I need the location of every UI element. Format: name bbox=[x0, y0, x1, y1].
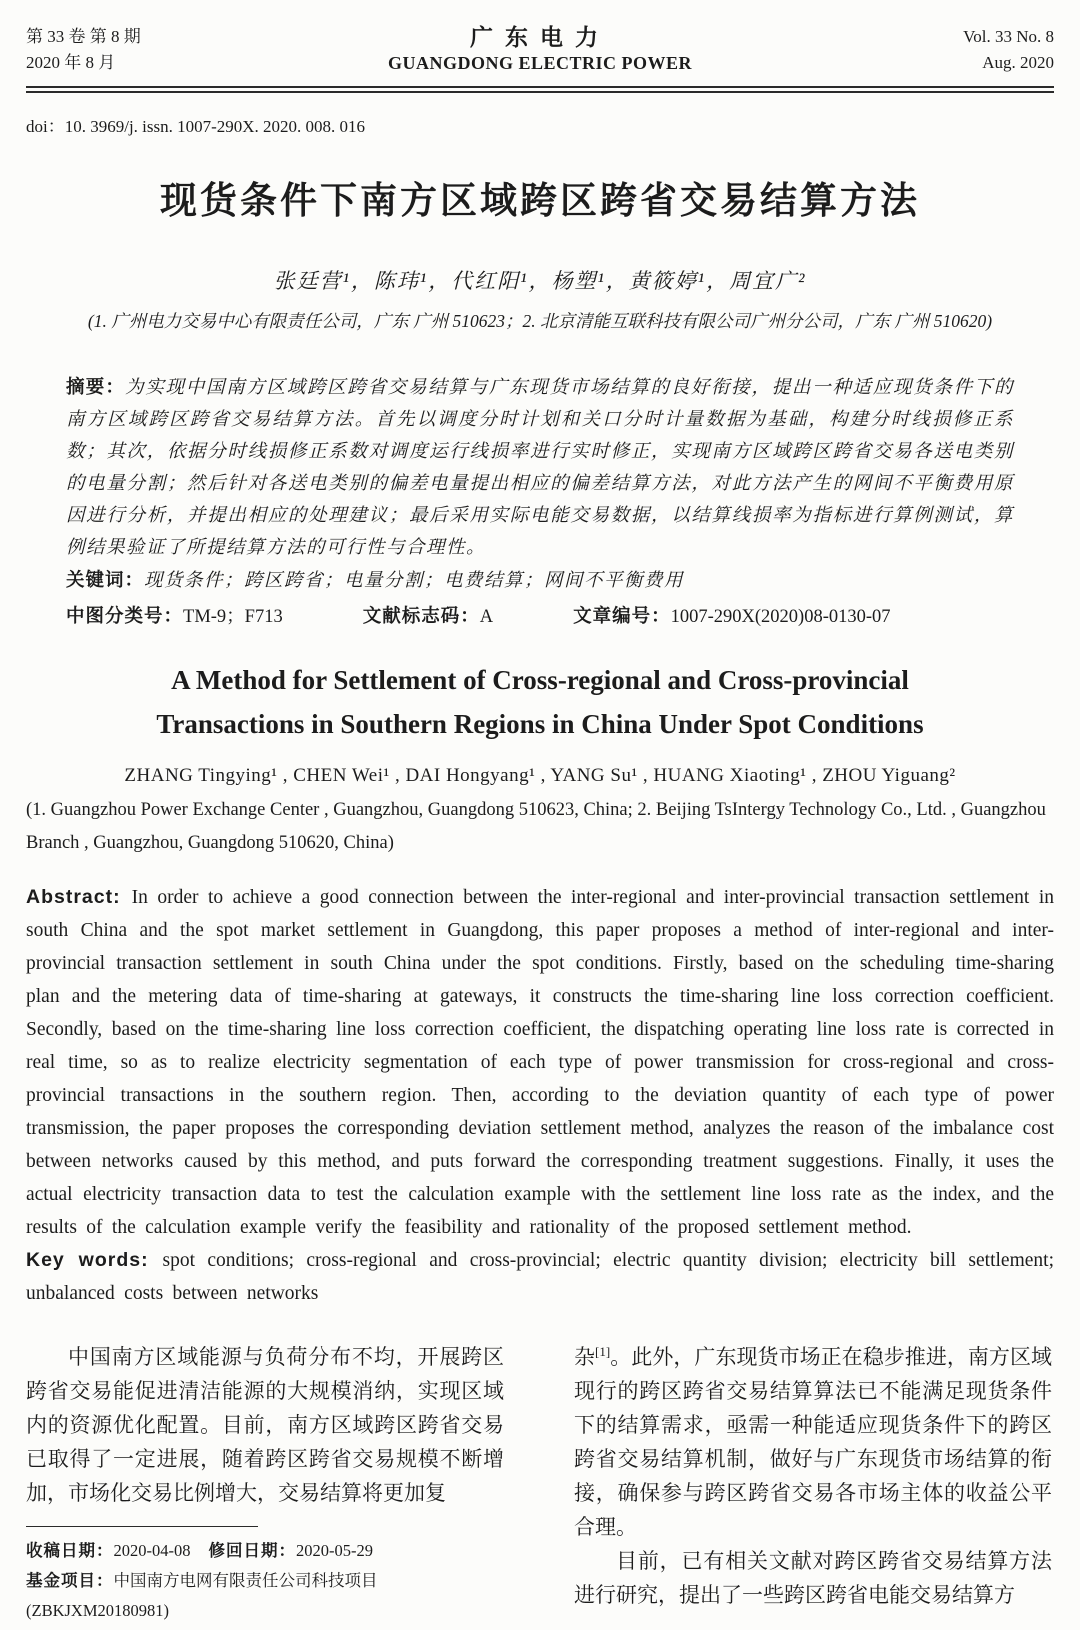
para-prefix: 杂 bbox=[574, 1345, 596, 1369]
clc-label: 中图分类号： bbox=[66, 605, 184, 626]
classification-row bbox=[66, 600, 1014, 633]
authors-en: ZHANG Tingying¹ , CHEN Wei¹ , DAI Hongyang¹ , YANG Su¹ , HUANG Xiaoting¹ , ZHOU Yiguang² bbox=[124, 765, 956, 786]
abstract-block-en bbox=[26, 881, 1054, 1310]
volume-issue-en: Vol. 33 No. 8 bbox=[963, 27, 1054, 46]
abstract-label-cn: 摘要： bbox=[66, 376, 126, 397]
body-columns bbox=[26, 1340, 1052, 1626]
journal-masthead bbox=[26, 24, 1054, 77]
date-cn: 2020 年 8 月 bbox=[26, 53, 116, 72]
revised-label: 修回日期： bbox=[208, 1542, 296, 1560]
abstract-label-en: Abstract: bbox=[26, 886, 132, 908]
article-id-value: 1007-290X(2020)08-0130-07 bbox=[670, 607, 891, 627]
keywords-text-en: spot conditions; cross-regional and cross-provincial; electric quantity division; electricity bill settlement; unbalanced costs between networks bbox=[26, 1250, 1054, 1304]
abstract-text-en: In order to achieve a good connection between the inter-regional and inter-provincial transaction settlement in south China and the spot market settlement in Guangdong, this paper proposes a method of inter-regional and inter-provincial transaction settlement in south China under the spot conditions. Firstly, based on the scheduling time-sharing plan and the metering data of time-sharing at gateways, it constructs the time-sharing line loss correction coefficient. Secondly, based on the time-sharing line loss correction coefficient, the dispatching operating line loss rate is corrected in real time, so as to realize electricity segmentation of each type of power transmission for cross-regional and cross-provincial transactions in the southern region. Then, according to the deviation quantity of each type of power transmission, the paper proposes the corresponding deviation settlement method, analyzes the reason of the imbalance cost between networks caused by this method, and puts forward the corresponding treatment suggestions. Finally, it uses the actual electricity transaction data to test the calculation example with the settlement line loss rate as the index, and the results of the calculation example verify the feasibility and rationality of the proposed settlement method. bbox=[26, 887, 1054, 1238]
clc-value: TM-9；F713 bbox=[183, 607, 283, 627]
footnote-rule bbox=[26, 1526, 258, 1527]
date-en: Aug. 2020 bbox=[982, 53, 1054, 72]
article-id-label: 文章编号： bbox=[573, 605, 671, 626]
fund-label: 基金项目： bbox=[26, 1572, 114, 1590]
footnote-block bbox=[26, 1526, 504, 1626]
affiliation-en: (1. Guangzhou Power Exchange Center , Guangzhou, Guangdong 510623, China; 2. Beijing TsIntergy Technology Co., Ltd. , Guangzhou Branch , Guangzhou, Guangdong 510620, China) bbox=[26, 800, 1046, 853]
intro-paragraph-right-1 bbox=[574, 1340, 1052, 1544]
intro-paragraph-left: 中国南方区域能源与负荷分布不均，开展跨区跨省交易能促进清洁能源的大规模消纳，实现区域内的资源优化配置。目前，南方区域跨区跨省交易已取得了一定进展，随着跨区跨省交易规模不断增加，市场化交易比例增大，交易结算将更加复 bbox=[26, 1345, 504, 1505]
doi-line: doi：10. 3969/j. issn. 1007-290X. 2020. 008. 016 bbox=[26, 117, 366, 136]
masthead-center bbox=[226, 24, 854, 77]
doc-code-label: 文献标志码： bbox=[362, 605, 480, 626]
para-rest: 。此外，广东现货市场正在稳步推进，南方区域现行的跨区跨省交易结算算法已不能满足现货条件下的结算需求，亟需一种能适应现货条件下的跨区跨省交易结算机制，做好与广东现货市场结算的衔接，确保参与跨区跨省交易各市场主体的收益公平合理。 bbox=[574, 1345, 1053, 1539]
masthead-right bbox=[854, 24, 1054, 76]
journal-name-en: GUANGDONG ELECTRIC POWER bbox=[387, 53, 693, 73]
clc-item bbox=[66, 600, 283, 633]
masthead-left bbox=[26, 24, 226, 76]
citation-1-sup: [1] bbox=[595, 1344, 611, 1359]
keywords-text-cn: 现货条件；跨区跨省；电量分割；电费结算；网间不平衡费用 bbox=[144, 571, 685, 591]
abstract-text-cn: 为实现中国南方区域跨区跨省交易结算与广东现货市场结算的良好衔接，提出一种适应现货条件下的南方区域跨区跨省交易结算方法。首先以调度分时计划和关口分时计量数据为基础，构建分时线损修正系数；其次，依据分时线损修正系数对调度运行线损率进行实时修正，实现南方区域跨区跨省交易各送电类别的电量分割；然后针对各送电类别的偏差电量提出相应的偏差结算方法，对此方法产生的网间不平衡费用原因进行分析，并提出相应的处理建议；最后采用实际电能交易数据，以结算线损率为指标进行算例测试，算例结果验证了所提结算方法的可行性与合理性。 bbox=[66, 378, 1014, 558]
masthead-double-rule bbox=[26, 86, 1054, 93]
doc-code-item bbox=[363, 600, 493, 633]
abstract-en bbox=[26, 881, 1054, 1244]
intro-paragraph-right-2: 目前，已有相关文献对跨区跨省交易结算方法进行研究，提出了一些跨区跨省电能交易结算方 bbox=[574, 1549, 1052, 1607]
paper-title-en-line2: Transactions in Southern Regions in China Under Spot Conditions bbox=[156, 709, 924, 739]
body-column-right bbox=[574, 1340, 1052, 1626]
authors-cn: 张廷营¹，陈玮¹，代红阳¹，杨塑¹，黄筱婷¹，周宜广² bbox=[273, 269, 807, 293]
body-column-left bbox=[26, 1340, 504, 1626]
received-value: 2020-04-08 bbox=[113, 1541, 191, 1560]
keywords-label-cn: 关键词： bbox=[66, 569, 145, 590]
volume-issue-cn: 第 33 卷 第 8 期 bbox=[26, 27, 141, 46]
journal-name-cn: 广东电力 bbox=[470, 24, 610, 50]
fund-value: 中国南方电网有限责任公司科技项目(ZBKJXM20180981) bbox=[26, 1571, 378, 1620]
revised-value: 2020-05-29 bbox=[296, 1541, 373, 1560]
doc-code-value: A bbox=[479, 607, 494, 627]
keywords-en bbox=[26, 1244, 1054, 1310]
paper-title-cn: 现货条件下南方区域跨区跨省交易结算方法 bbox=[160, 180, 920, 221]
abstract-cn bbox=[66, 371, 1014, 564]
dates-line bbox=[26, 1536, 504, 1566]
abstract-block-cn bbox=[66, 371, 1014, 597]
keywords-cn bbox=[66, 564, 1014, 597]
paper-title-en bbox=[0, 658, 1080, 746]
keywords-label-en: Key words: bbox=[26, 1249, 163, 1271]
fund-line bbox=[26, 1566, 504, 1626]
paper-title-en-line1: A Method for Settlement of Cross-regional and Cross-provincial bbox=[171, 665, 909, 695]
affiliation-cn: (1. 广州电力交易中心有限责任公司，广东 广州 510623；2. 北京清能互联科技有限公司广州分公司，广东 广州 510620) bbox=[87, 311, 993, 331]
article-id-item bbox=[573, 600, 890, 633]
received-label: 收稿日期： bbox=[26, 1542, 114, 1560]
